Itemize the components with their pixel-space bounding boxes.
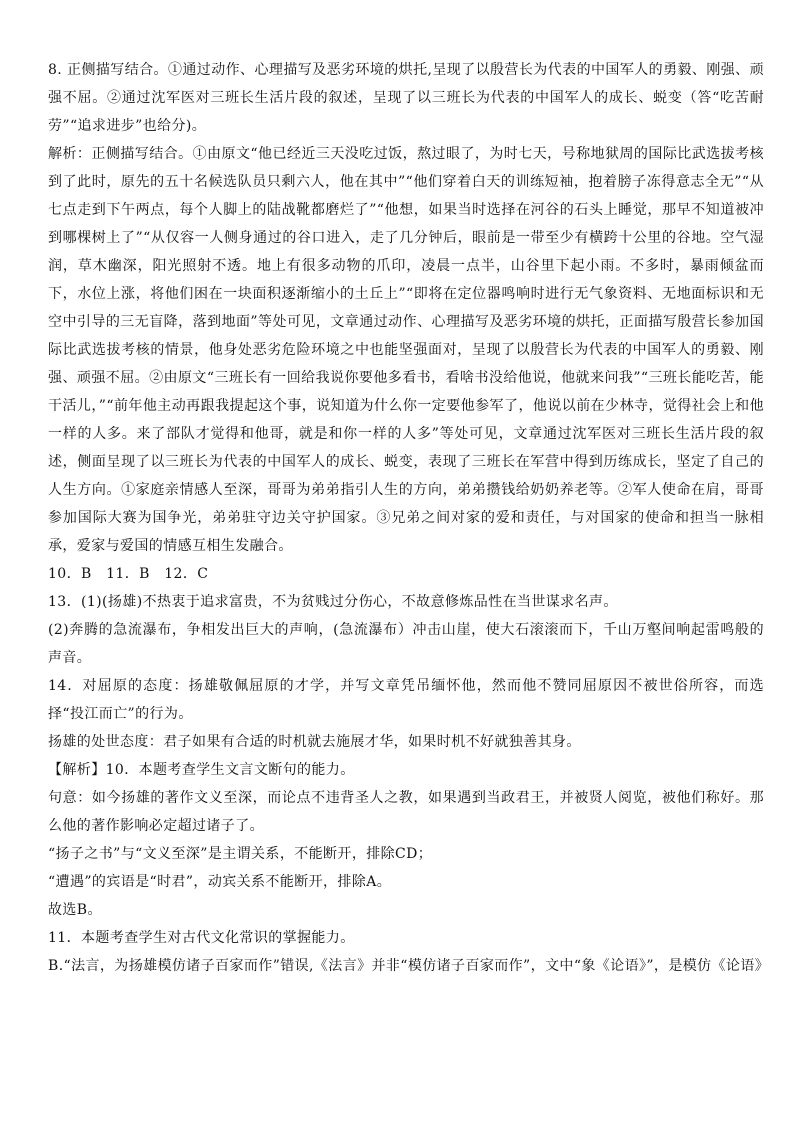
- analysis-8: 解析：正侧描写结合。①由原文“他已经近三天没吃过饭，熬过眼了，为时七天，号称地狱周的国际比武选拔考核到了此时，原先的五十名候选队员只剩六人，他在其中”“他们穿着白天的训练短袖，抱着膀子冻得意志全无”“从七点走到下午两点，每个人脚上的陆战靴都磨烂了”“他想，如果当时选择在河谷的石头上睡觉，那早不知道被冲到哪棵树上了”“从仅容一人侧身通过的谷口进入，走了几分钟后，眼前是一带至少有横跨十公里的谷地。空气湿润，草木幽深，阳光照射不透。地上有很多动物的爪印，凌晨一点半，山谷里下起小雨。不多时，暴雨倾盆而下，水位上涨，将他们困在一块面积逐渐缩小的土丘上”“即将在定位器鸣响时进行无气象资料、无地面标识和无空中引导的三无盲降，落到地面”等处可见，文章通过动作、心理描写及恶劣环境的烘托，正面描写殷营长参加国际比武选拔考核的情景，他身处恶劣危险环境之中也能坚强面对，呈现了以殷营长为代表的中国军人的勇毅、刚强、顽强不屈。②由原文“三班长有一回给我说你要他多看书，看啥书没给他说，他就来问我”“三班长能吃苦，能干活儿，”“前年他主动再跟我提起这个事，说知道为什么你一定要他参军了，他说以前在少林寺，觉得社会上和他一样的人多。来了部队才觉得和他哥，就是和你一样的人多”等处可见，文章通过沈军医对三班长生活片段的叙述，侧面呈现了以三班长为代表的中国军人的成长、蜕变，表现了三班长在军营中得到历练成长，坚定了自己的人生方向。①家庭亲情感人至深，哥哥为弟弟指引人生的方向，弟弟攒钱给奶奶养老等。②军人使命在肩，哥哥参加国际大赛为国争光，弟弟驻守边关守护国家。③兄弟之间对家的爱和责任，与对国家的使命和担当一脉相承，爱家与爱国的情感互相生发融合。: [48, 146, 764, 554]
- analysis-11-option-b: B.“法言，为扬雄模仿诸子百家而作”错误,《法言》并非“模仿诸子百家而作”，文中“象《论语》”，是模仿《论语》: [48, 958, 770, 974]
- answer-14-yang-xiong: 扬雄的处世态度：君子如果有合适的时机就去施展才华，如果时机不好就独善其身。: [48, 734, 581, 750]
- answers-10-12: 10．B 11．B 12．C: [48, 566, 209, 582]
- answer-8: 8. 正侧描写结合。①通过动作、心理描写及恶劣环境的烘托,呈现了以殷营长为代表的中国军人的勇毅、刚强、顽强不屈。②通过沈军医对三班长生活片段的叙述，呈现了以三班长为代表的中国军人的成长、蜕变（答“吃苦耐劳”“追求进步”也给分)。: [48, 62, 764, 134]
- answer-14-qu-yuan: 14．对屈原的态度：扬雄敬佩屈原的才学，并写文章凭吊缅怀他，然而他不赞同屈原因不被世俗所容，而选择“投江而亡”的行为。: [48, 678, 764, 722]
- analysis-10-exclude-a: “遭遇”的宾语是“时君”，动宾关系不能断开，排除A。: [48, 874, 392, 890]
- answer-13-2: (2)奔腾的急流瀑布，争相发出巨大的声响，(急流瀑布）冲击山崖，使大石滚滚而下，千山万壑间响起雷鸣般的声音。: [48, 622, 764, 666]
- answer-13-1: 13．(1)(扬雄)不热衷于追求富贵，不为贫贱过分伤心，不故意修炼品性在当世谋求名声。: [48, 594, 618, 610]
- analysis-11-heading: 11．本题考查学生对古代文化常识的掌握能力。: [48, 930, 355, 946]
- analysis-10-exclude-cd: “扬子之书”与“文义至深”是主谓关系，不能断开，排除CD；: [48, 846, 433, 862]
- analysis-10-heading: 【解析】10．本题考查学生文言文断句的能力。: [48, 762, 355, 778]
- analysis-10-choice: 故选B。: [48, 902, 102, 918]
- analysis-10-meaning: 句意：如今扬雄的著作文义至深，而论点不违背圣人之教，如果遇到当政君王，并被贤人阅览，被他们称好。那么他的著作影响必定超过诸子了。: [48, 790, 764, 834]
